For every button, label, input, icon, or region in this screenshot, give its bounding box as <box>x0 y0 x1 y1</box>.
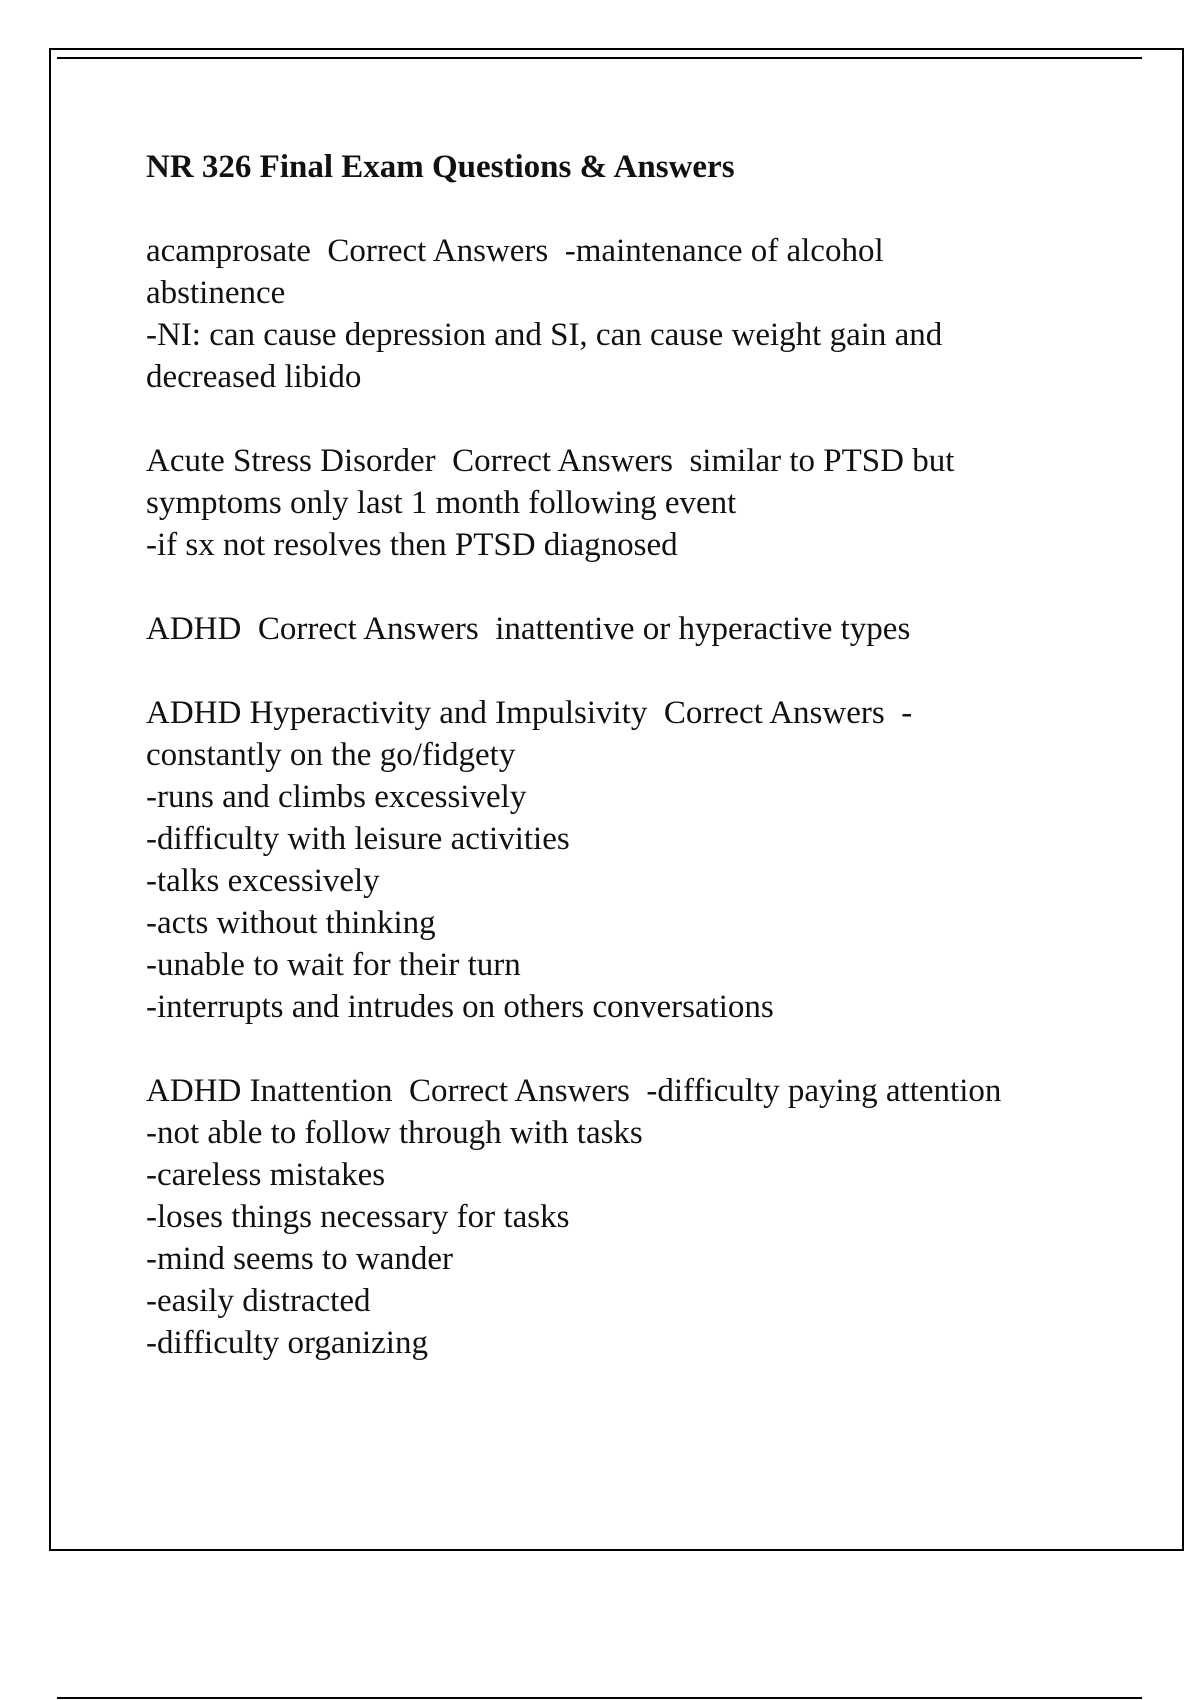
entry-line: -mind seems to wander <box>146 1241 454 1277</box>
entry-line: -difficulty with leisure activities <box>146 821 570 857</box>
entry-line: -runs and climbs excessively <box>146 779 527 815</box>
entry-line: -if sx not resolves then PTSD diagnosed <box>146 527 678 563</box>
entry-line: symptoms only last 1 month following event <box>146 485 737 521</box>
entry-line: ADHD Correct Answers inattentive or hyperactive types <box>146 611 911 647</box>
document-body <box>146 146 1106 1406</box>
entry-line: Acute Stress Disorder Correct Answers similar to PTSD but <box>146 443 955 479</box>
entry-line: -careless mistakes <box>146 1157 386 1193</box>
entry-line: acamprosate Correct Answers -maintenance of alcohol <box>146 233 884 269</box>
entry-line: -easily distracted <box>146 1283 371 1319</box>
entry-line: -NI: can cause depression and SI, can cause weight gain and <box>146 317 943 353</box>
entry-line: decreased libido <box>146 359 362 395</box>
entry-line: abstinence <box>146 275 286 311</box>
entry-adhd-hyperactivity <box>146 692 1106 1028</box>
entry-acute-stress-disorder <box>146 440 1106 566</box>
entry-line: -interrupts and intrudes on others conversations <box>146 989 774 1025</box>
entry-line: constantly on the go/fidgety <box>146 737 516 773</box>
entry-line: -loses things necessary for tasks <box>146 1199 570 1235</box>
entry-line: -acts without thinking <box>146 905 436 941</box>
entry-line: -difficulty organizing <box>146 1325 428 1361</box>
entry-acamprosate <box>146 230 1106 398</box>
entry-line: -talks excessively <box>146 863 380 899</box>
header-rule <box>57 57 1142 59</box>
entry-line: -not able to follow through with tasks <box>146 1115 643 1151</box>
entry-line: ADHD Hyperactivity and Impulsivity Correct Answers - <box>146 695 913 731</box>
footer-rule <box>57 1697 1142 1699</box>
entry-line: -unable to wait for their turn <box>146 947 521 983</box>
entry-line: ADHD Inattention Correct Answers -difficulty paying attention <box>146 1073 1002 1109</box>
entry-adhd-inattention <box>146 1070 1106 1364</box>
entry-adhd <box>146 608 1106 650</box>
document-title: NR 326 Final Exam Questions & Answers <box>146 149 735 185</box>
